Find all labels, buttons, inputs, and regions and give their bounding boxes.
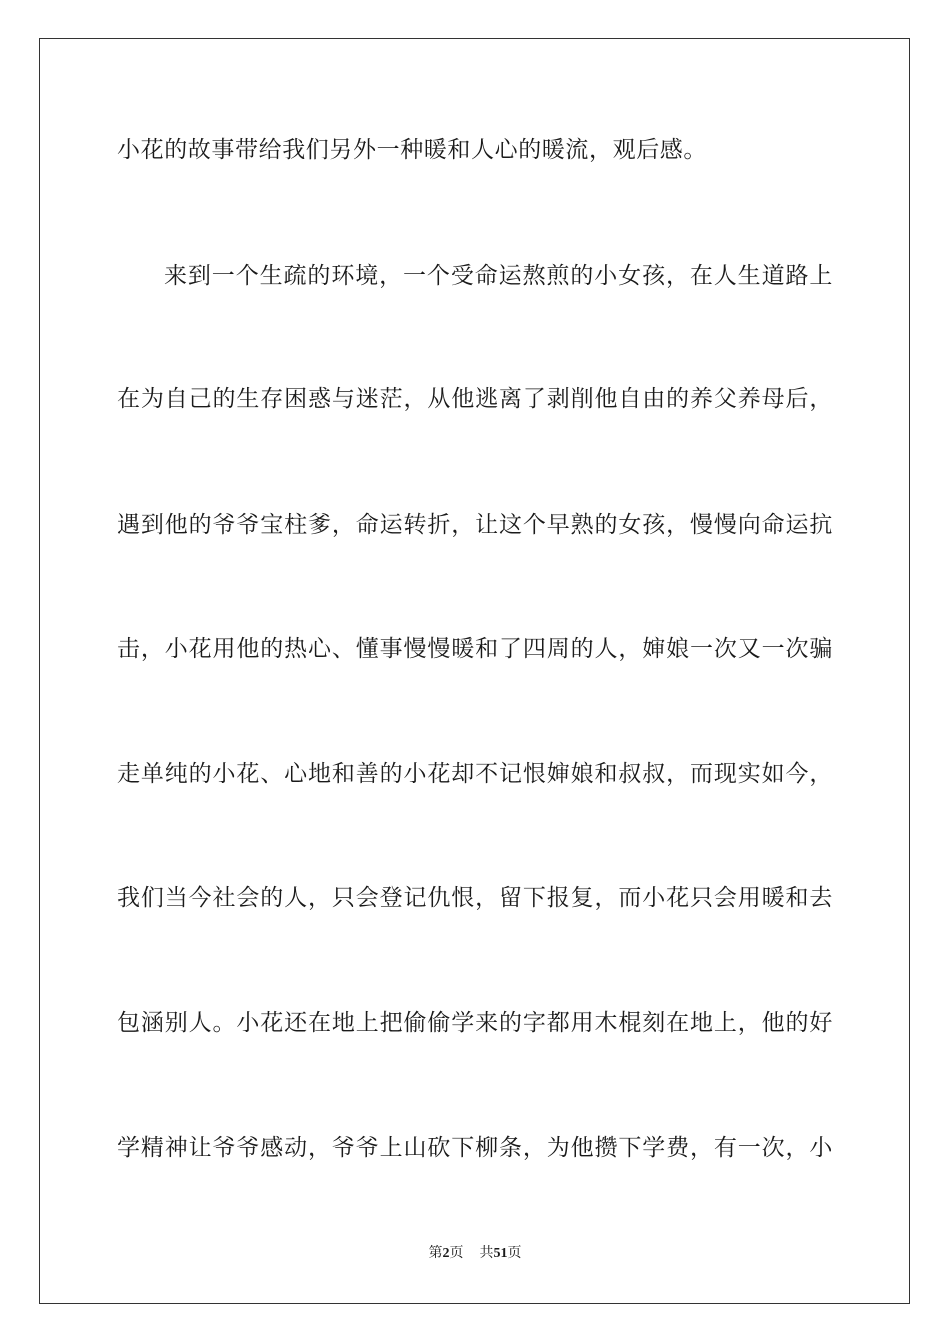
page-footer xyxy=(0,1244,950,1264)
body-text-line-1: 小花的故事带给我们另外一种暖和人心的暖流，观后感。 xyxy=(117,137,707,163)
body-text-line-2: 来到一个生疏的环境，一个受命运熬煎的小女孩，在人生道路上 xyxy=(164,263,833,289)
body-text-line-5: 击，小花用他的热心、懂事慢慢暖和了四周的人，婶娘一次又一次骗 xyxy=(117,636,833,662)
body-text-line-8: 包涵别人。小花还在地上把偷偷学来的字都用木棍刻在地上，他的好 xyxy=(117,1010,833,1036)
body-text-line-9: 学精神让爷爷感动，爷爷上山砍下柳条，为他攒下学费，有一次，小 xyxy=(117,1135,833,1161)
page-total: 共51页 xyxy=(479,1246,522,1261)
page-border xyxy=(39,38,910,1304)
page-number: 第2页 xyxy=(428,1246,464,1261)
body-text-line-3: 在为自己的生存困惑与迷茫，从他逃离了剥削他自由的养父养母后， xyxy=(117,386,833,412)
body-text-line-6: 走单纯的小花、心地和善的小花却不记恨婶娘和叔叔，而现实如今， xyxy=(117,761,833,787)
body-text-line-4: 遇到他的爷爷宝柱爹，命运转折，让这个早熟的女孩，慢慢向命运抗 xyxy=(117,512,833,538)
body-text-line-7: 我们当今社会的人，只会登记仇恨，留下报复，而小花只会用暖和去 xyxy=(117,885,833,911)
